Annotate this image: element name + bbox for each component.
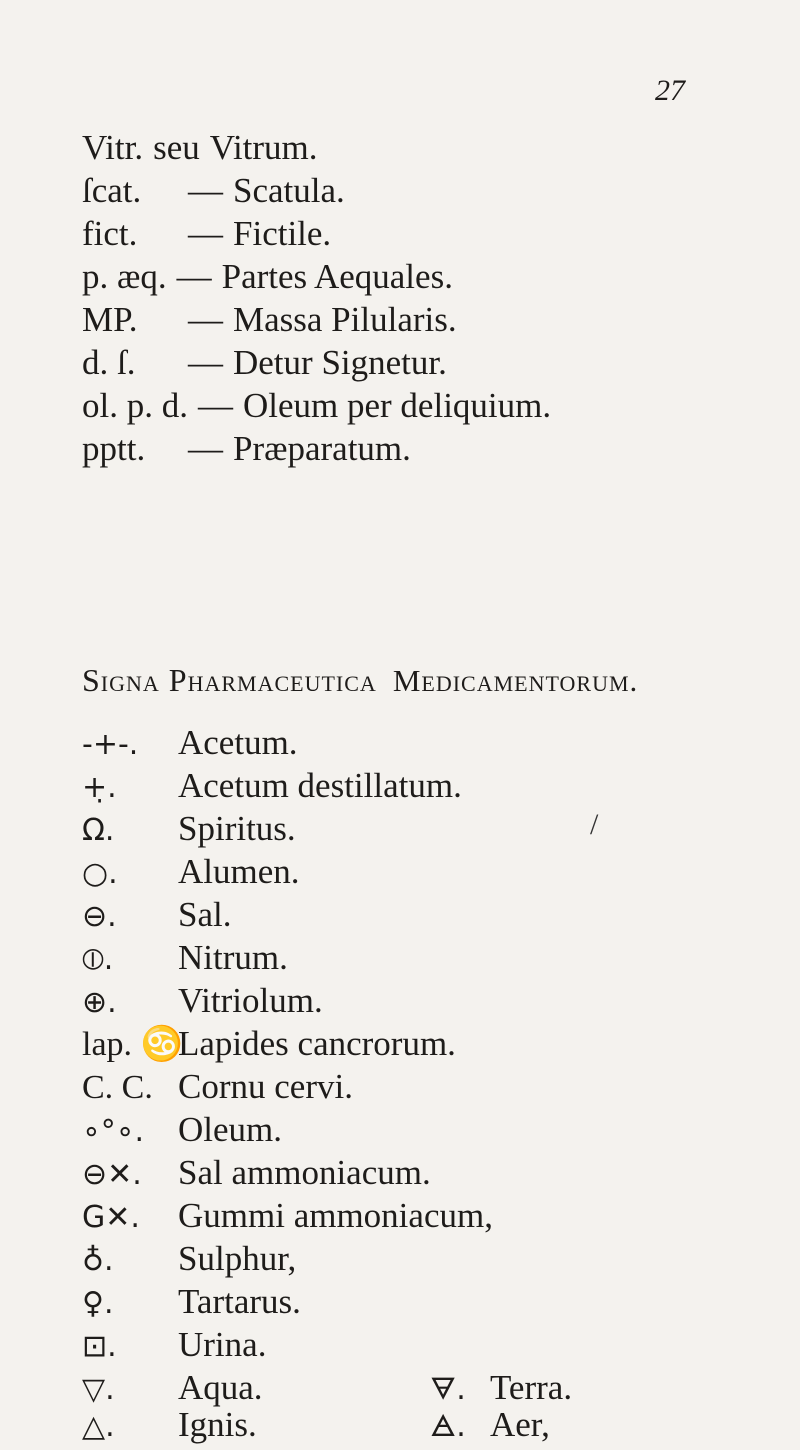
pharma-symbol-icon: ▽. xyxy=(82,1372,115,1407)
abbreviation-row xyxy=(82,343,447,383)
abbreviation: d. ſ. xyxy=(82,343,136,382)
abbreviation-row xyxy=(82,214,331,254)
sign-label: Oleum. xyxy=(178,1110,283,1149)
sign-row xyxy=(82,1196,493,1238)
sign-row xyxy=(82,1110,282,1152)
separator: — xyxy=(197,386,233,425)
sign-row xyxy=(430,1368,572,1410)
pharma-symbol-icon: △. xyxy=(82,1409,115,1444)
sign-row xyxy=(82,938,288,980)
pharma-symbol-icon: ⊡. xyxy=(82,1329,117,1364)
separator: — xyxy=(188,214,223,253)
pharma-symbol-icon: 🜃. xyxy=(430,1372,466,1407)
sign-label: Ignis. xyxy=(178,1405,257,1444)
sign-row xyxy=(82,809,296,851)
sign-label: Alumen. xyxy=(178,852,300,891)
sign-row xyxy=(82,895,231,937)
abbreviation: ol. p. d. xyxy=(82,386,188,425)
abbreviation-meaning: Fictile. xyxy=(233,214,332,253)
sign-row xyxy=(82,981,323,1023)
sign-label: Lapides cancrorum. xyxy=(178,1024,456,1063)
abbreviation-meaning: Vitrum. xyxy=(209,128,318,167)
sign-row xyxy=(82,1239,296,1281)
separator: — xyxy=(188,300,223,339)
pharma-symbol-icon: lap. ♋ xyxy=(82,1026,183,1063)
sign-row xyxy=(430,1405,550,1447)
pharma-symbol-icon: 🜁. xyxy=(430,1409,466,1444)
sign-label: Acetum destillatum. xyxy=(178,766,462,805)
sign-row xyxy=(82,1405,257,1447)
heading-part: Medicamentorum. xyxy=(392,663,639,698)
pharma-symbol-icon: -+-. xyxy=(82,727,139,762)
abbreviation-meaning: Detur Signetur. xyxy=(233,343,447,382)
sign-label: Sulphur, xyxy=(178,1239,297,1278)
pharma-symbol-icon: C. C. xyxy=(82,1069,153,1106)
sign-row xyxy=(82,766,462,808)
sign-label: Vitriolum. xyxy=(178,981,323,1020)
pharma-symbol-icon: ♁. xyxy=(82,1243,114,1278)
sign-row xyxy=(82,852,300,894)
abbreviation: pptt. xyxy=(82,429,146,468)
abbreviation: Vitr. xyxy=(82,128,144,167)
pharma-symbol-icon: ○. xyxy=(82,856,118,891)
separator: — xyxy=(176,257,212,296)
pharma-symbol-icon: ⊕. xyxy=(82,985,117,1020)
sign-row xyxy=(82,723,298,765)
sign-label: Gummi ammoniacum, xyxy=(178,1196,493,1235)
pharma-symbol-icon: ♀. xyxy=(82,1286,114,1321)
abbreviation-row xyxy=(82,257,453,297)
sign-row xyxy=(82,1153,431,1195)
sign-label: Aqua. xyxy=(178,1368,263,1407)
abbreviation-meaning: Præparatum. xyxy=(233,429,411,468)
page-number: 27 xyxy=(655,74,685,107)
sign-row xyxy=(82,1368,263,1410)
sign-label: Terra. xyxy=(490,1368,573,1407)
section-heading xyxy=(82,662,638,699)
sign-row xyxy=(82,1282,301,1324)
sign-label: Tartarus. xyxy=(178,1282,301,1321)
stray-mark: / xyxy=(590,808,599,841)
pharma-symbol-icon: +̣. xyxy=(82,770,117,805)
sign-label: Urina. xyxy=(178,1325,267,1364)
abbreviation-meaning: Massa Pilularis. xyxy=(233,300,457,339)
heading-part: Signa Pharmaceutica xyxy=(82,662,377,698)
pharma-symbol-icon: ⊖✕. xyxy=(82,1157,142,1192)
sign-label: Aer, xyxy=(490,1405,550,1444)
separator: — xyxy=(188,171,223,210)
abbreviation: MP. xyxy=(82,300,138,339)
abbreviation-meaning: Oleum per deliquium. xyxy=(242,386,552,425)
abbreviation: fict. xyxy=(82,214,138,253)
separator: seu xyxy=(153,128,200,167)
pharma-symbol-icon: ∘°∘. xyxy=(82,1114,145,1149)
abbreviation-row xyxy=(82,128,318,168)
sign-row xyxy=(82,1325,266,1367)
abbreviation-row xyxy=(82,429,411,469)
pharma-symbol-icon: Ω. xyxy=(82,813,115,848)
abbreviation: p. æq. xyxy=(82,257,167,296)
sign-label: Sal ammoniacum. xyxy=(178,1153,431,1192)
pharma-symbol-icon: ⦶. xyxy=(82,942,114,977)
abbreviation-meaning: Scatula. xyxy=(233,171,345,210)
abbreviation-row xyxy=(82,386,551,426)
pharma-symbol-icon: ⊖. xyxy=(82,899,117,934)
sign-label: Nitrum. xyxy=(178,938,288,977)
abbreviation-meaning: Partes Aequales. xyxy=(221,257,453,296)
abbreviation: ſcat. xyxy=(82,171,142,210)
separator: — xyxy=(188,429,223,468)
abbreviation-row xyxy=(82,171,345,211)
sign-row xyxy=(82,1067,353,1108)
sign-label: Spiritus. xyxy=(178,809,296,848)
separator: — xyxy=(188,343,223,382)
sign-label: Sal. xyxy=(178,895,232,934)
sign-label: Acetum. xyxy=(178,723,298,762)
pharma-symbol-icon: G✕. xyxy=(82,1200,140,1235)
sign-row xyxy=(82,1024,456,1065)
sign-label: Cornu cervi. xyxy=(178,1067,353,1106)
abbreviation-row xyxy=(82,300,457,340)
